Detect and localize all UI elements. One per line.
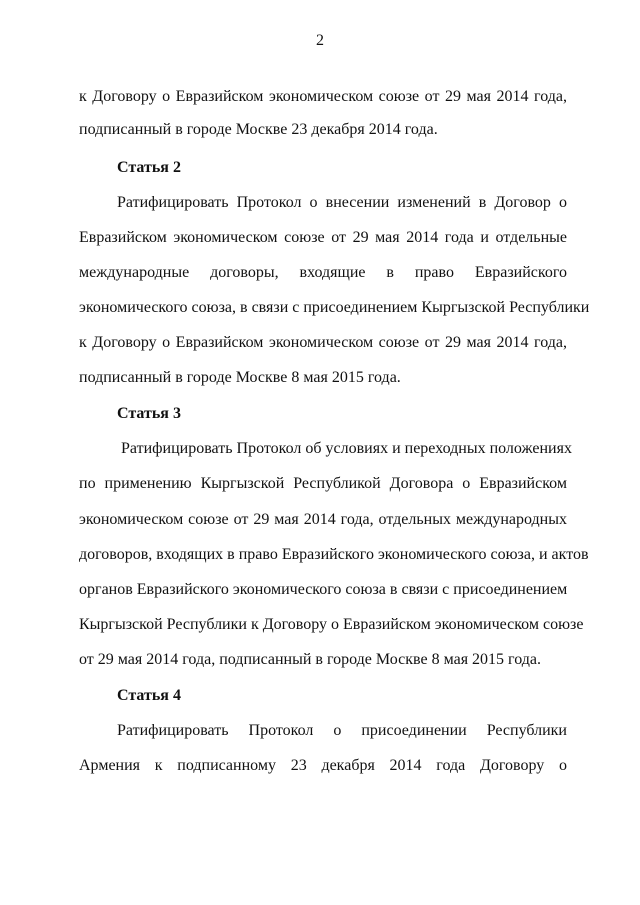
article-4-heading: Статья 4 [117,687,181,704]
paragraph-line: по применению Кыргызской Республикой Договора о Евразийском [79,475,567,492]
paragraph-line: к Договору о Евразийском экономическом союзе от 29 мая 2014 года, [79,88,567,105]
paragraph-line: экономического союза, в связи с присоединением Кыргызской Республики [79,299,590,316]
paragraph-line: Армения к подписанному 23 декабря 2014 года Договору о [79,757,567,774]
paragraph-line: органов Евразийского экономического союза в связи с присоединением [79,581,568,598]
paragraph-line: Евразийском экономическом союзе от 29 мая 2014 года и отдельные [79,229,567,246]
paragraph-line: экономическом союзе от 29 мая 2014 года, отдельных международных [79,511,567,528]
paragraph-line: от 29 мая 2014 года, подписанный в городе Москве 8 мая 2015 года. [79,651,541,668]
paragraph-line: Ратифицировать Протокол об условиях и переходных положениях [121,440,572,457]
paragraph-line: Кыргызской Республики к Договору о Евразийском экономическом союзе [79,616,584,633]
page-number: 2 [316,32,324,49]
article-3-heading: Статья 3 [117,405,181,422]
paragraph-line: к Договору о Евразийском экономическом союзе от 29 мая 2014 года, [79,334,567,351]
paragraph-line: Ратифицировать Протокол о внесении изменений в Договор о [117,194,567,211]
paragraph-line: международные договоры, входящие в право Евразийского [79,264,567,281]
article-2-heading: Статья 2 [117,159,181,176]
paragraph-line: Ратифицировать Протокол о присоединении Республики [117,722,567,739]
paragraph-line: подписанный в городе Москве 23 декабря 2014 года. [79,121,438,138]
paragraph-line: подписанный в городе Москве 8 мая 2015 года. [79,369,401,386]
paragraph-line: договоров, входящих в право Евразийского экономического союза, и актов [79,546,589,563]
